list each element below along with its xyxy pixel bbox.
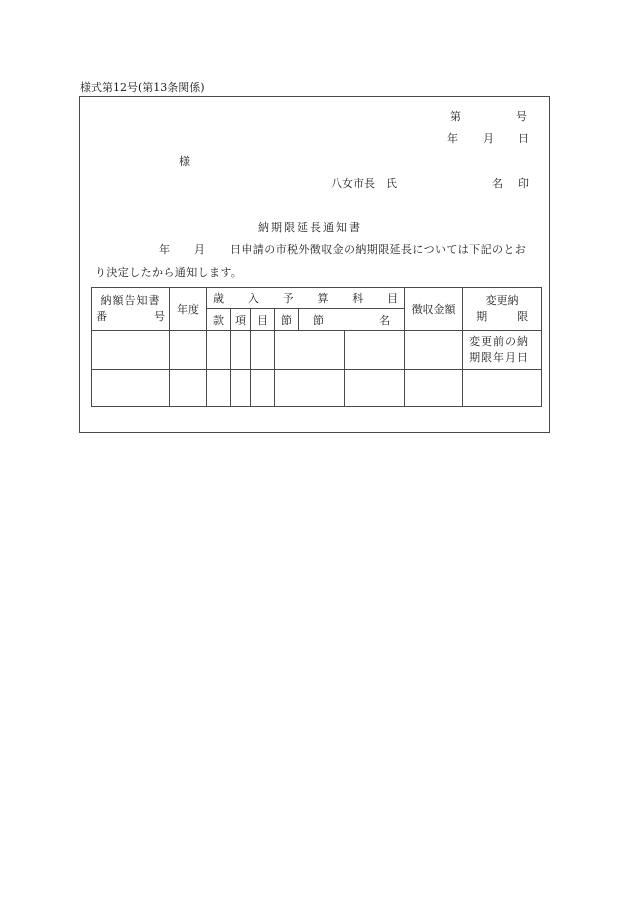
form-number-label: 様式第12号(第13条関係) xyxy=(80,81,205,94)
body-month: 月 xyxy=(194,243,205,256)
table-cell xyxy=(405,370,463,407)
notice-number-line1: 納額告知書 xyxy=(100,294,161,307)
kou-header: 項 xyxy=(231,309,251,331)
notice-frame xyxy=(79,96,550,433)
sender-name-label: 名 xyxy=(492,177,503,190)
budget-item-char: 歳 xyxy=(213,292,224,305)
table-cell xyxy=(92,370,170,407)
body-year: 年 xyxy=(159,243,170,256)
sender-title: 八女市長 氏 xyxy=(331,177,397,190)
table-cell xyxy=(170,331,207,370)
budget-item-header xyxy=(207,288,405,309)
table-cell xyxy=(231,370,251,407)
kan-header: 款 xyxy=(207,309,231,331)
fiscal-year-header: 年度 xyxy=(170,288,207,331)
table-cell xyxy=(251,370,275,407)
budget-item-char: 予 xyxy=(282,292,294,305)
budget-item-char: 算 xyxy=(317,292,329,305)
table-cell xyxy=(231,331,251,370)
date-month: 月 xyxy=(483,132,494,145)
changed-deadline-header xyxy=(463,288,542,331)
remarks-note-cell xyxy=(463,331,542,370)
notice-number-char: 号 xyxy=(154,310,165,323)
collection-amount-header: 徴収金額 xyxy=(405,288,463,331)
changed-deadline-line1: 変更納 xyxy=(485,294,519,307)
table-cell xyxy=(275,331,345,370)
table-cell xyxy=(405,331,463,370)
notice-number-char: 番 xyxy=(96,310,107,323)
budget-item-char: 科 xyxy=(352,292,364,305)
remarks-note-line1: 変更前の納 xyxy=(469,335,530,348)
body-line1: 日申請の市税外徴収金の納期限延長については下記のとお xyxy=(230,243,527,256)
table-cell xyxy=(345,331,405,370)
date-day: 日 xyxy=(518,132,529,145)
table-row xyxy=(92,370,542,407)
remarks-note-line2: 期限年月日 xyxy=(469,351,530,364)
seal-label: 印 xyxy=(518,177,529,190)
table-cell xyxy=(207,370,231,407)
table-cell xyxy=(463,370,542,407)
table-row xyxy=(92,331,542,370)
table-cell xyxy=(207,331,231,370)
table-cell xyxy=(251,331,275,370)
body-line2: り決定したから通知します。 xyxy=(95,266,243,279)
budget-item-char: 目 xyxy=(387,292,399,305)
deadline-extension-table xyxy=(91,287,542,407)
table-cell xyxy=(92,331,170,370)
number-suffix: 号 xyxy=(516,110,527,123)
table-cell xyxy=(345,370,405,407)
date-year: 年 xyxy=(447,132,458,145)
number-prefix: 第 xyxy=(450,110,461,123)
table-cell xyxy=(170,370,207,407)
document-title: 納期限延長通知書 xyxy=(258,221,362,234)
addressee-suffix: 様 xyxy=(179,155,190,168)
setsumei-char: 名 xyxy=(379,313,391,327)
setsumei-header xyxy=(299,309,405,331)
setsu-header: 節 xyxy=(275,309,299,331)
changed-deadline-char: 期 xyxy=(476,310,488,323)
moku-header: 目 xyxy=(251,309,275,331)
setsumei-char: 節 xyxy=(313,313,324,327)
budget-item-char: 入 xyxy=(247,292,259,305)
changed-deadline-char: 限 xyxy=(517,310,529,323)
table-cell xyxy=(275,370,345,407)
notice-number-header xyxy=(92,288,170,331)
